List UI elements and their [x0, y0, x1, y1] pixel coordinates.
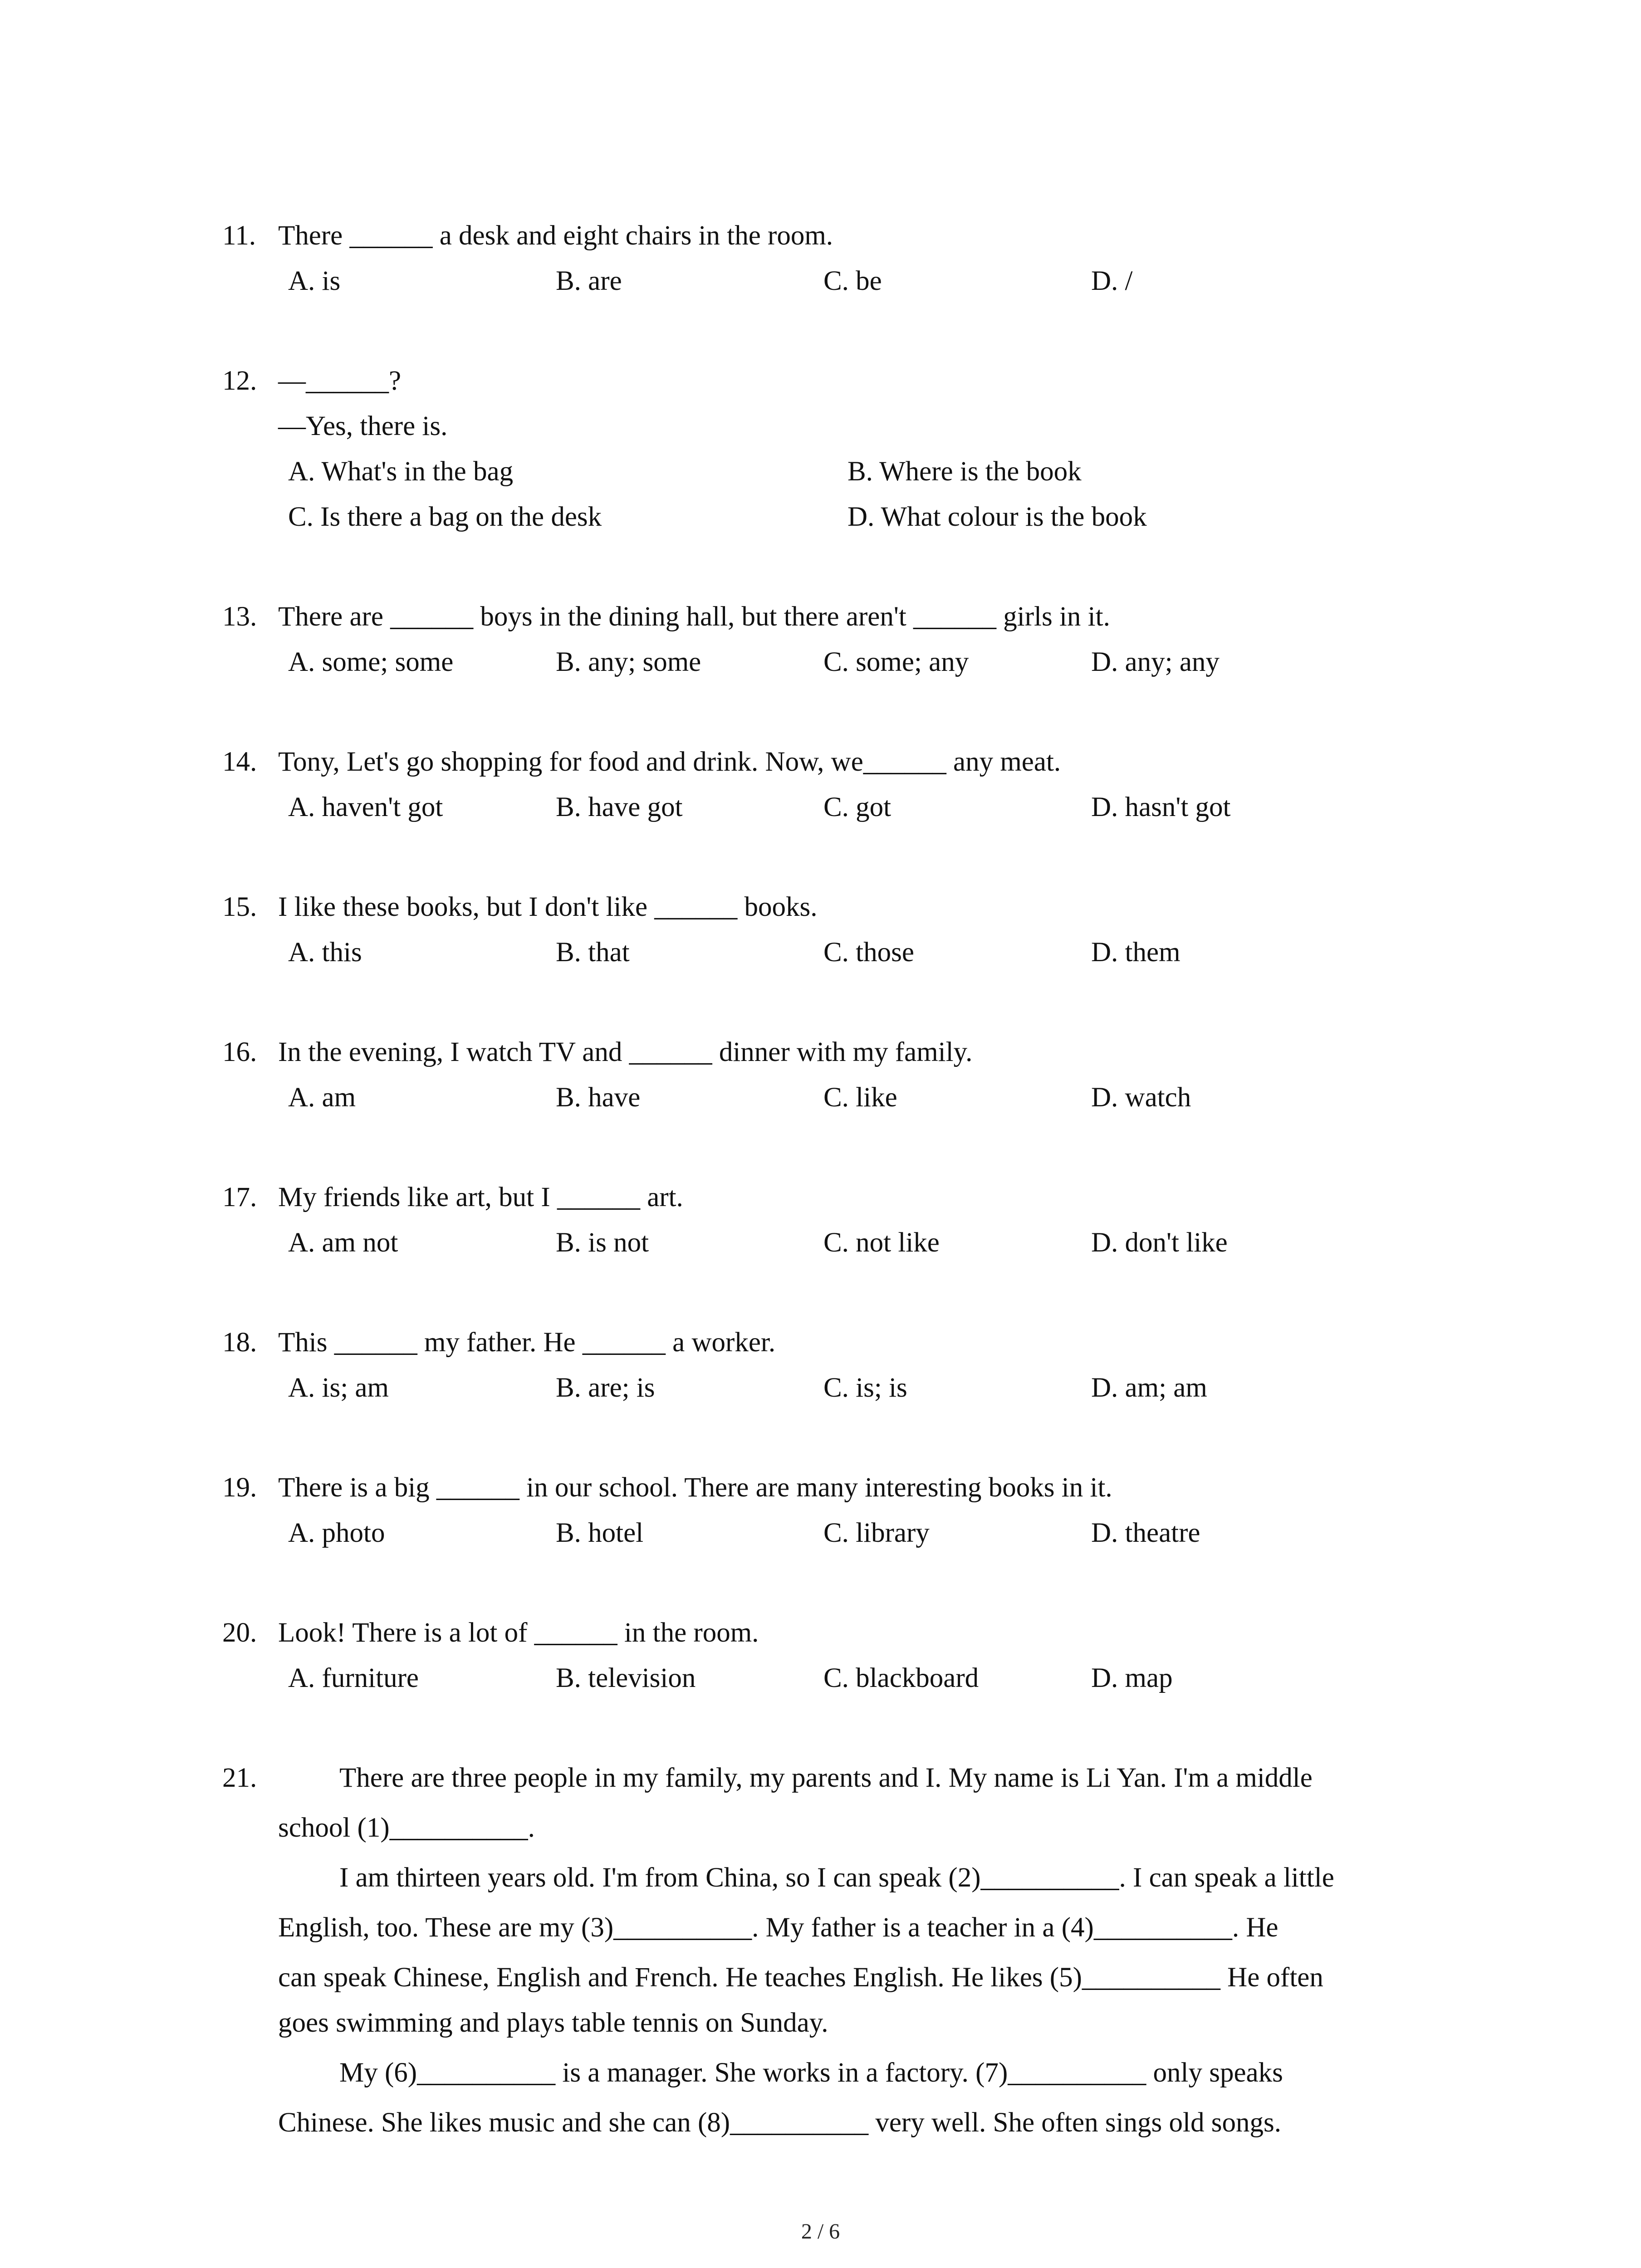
option-d: D. don't like: [1091, 1227, 1228, 1258]
option-b: B. any; some: [556, 647, 701, 677]
option-a: A. is: [288, 266, 341, 296]
page-indicator: 2 / 6: [801, 2219, 840, 2244]
question-number: 19.: [222, 1472, 257, 1503]
passage-line: goes swimming and plays table tennis on Sunday.: [278, 2008, 828, 2038]
passage-line: English, too. These are my (3)__________. My father is a teacher in a (4)__________. He: [278, 1912, 1279, 1943]
question-stem: There are ______ boys in the dining hall, but there aren't ______ girls in it.: [278, 601, 1110, 632]
question-stem: In the evening, I watch TV and ______ dinner with my family.: [278, 1037, 973, 1067]
option-c: C. got: [823, 792, 892, 822]
option-c: C. some; any: [823, 647, 969, 677]
question-number: 11.: [222, 220, 256, 251]
option-d: D. map: [1091, 1663, 1173, 1693]
option-b: B. hotel: [556, 1518, 644, 1548]
question-number: 17.: [222, 1182, 257, 1212]
question-stem: Tony, Let's go shopping for food and drink. Now, we______ any meat.: [278, 747, 1061, 777]
option-a: A. furniture: [288, 1663, 419, 1693]
question-number: 21.: [222, 1763, 257, 1793]
option-b: B. Where is the book: [847, 456, 1082, 487]
question-stem: There is a big ______ in our school. There are many interesting books in it.: [278, 1472, 1112, 1503]
question-stem: This ______ my father. He ______ a worker.: [278, 1327, 776, 1358]
option-b: B. that: [556, 937, 630, 968]
option-c: C. library: [823, 1518, 930, 1548]
option-b: B. are: [556, 266, 622, 296]
passage-line: Chinese. She likes music and she can (8)__________ very well. She often sings old songs.: [278, 2107, 1281, 2138]
question-stem: —______?: [278, 366, 402, 396]
option-d: D. theatre: [1091, 1518, 1200, 1548]
option-c: C. like: [823, 1082, 897, 1113]
option-d: D. any; any: [1091, 647, 1220, 677]
option-d: D. them: [1091, 937, 1181, 968]
passage-line: I am thirteen years old. I'm from China, so I can speak (2)__________. I can speak a little: [339, 1862, 1334, 1893]
question-stem: My friends like art, but I ______ art.: [278, 1182, 683, 1212]
question-stem: I like these books, but I don't like ______ books.: [278, 892, 818, 922]
passage-line: There are three people in my family, my parents and I. My name is Li Yan. I'm a middle: [339, 1763, 1313, 1793]
option-b: B. have: [556, 1082, 641, 1113]
option-a: A. photo: [288, 1518, 385, 1548]
passage-line: My (6)__________ is a manager. She works in a factory. (7)__________ only speaks: [339, 2058, 1283, 2088]
question-stem: There ______ a desk and eight chairs in the room.: [278, 220, 833, 251]
option-b: B. are; is: [556, 1373, 655, 1403]
dialogue-answer-line: —Yes, there is.: [278, 411, 448, 441]
option-a: A. am not: [288, 1227, 398, 1258]
option-d: D. hasn't got: [1091, 792, 1231, 822]
option-a: A. this: [288, 937, 362, 968]
question-stem: Look! There is a lot of ______ in the room.: [278, 1618, 759, 1648]
option-b: B. television: [556, 1663, 696, 1693]
option-c: C. not like: [823, 1227, 940, 1258]
question-number: 18.: [222, 1327, 257, 1358]
option-d: D. am; am: [1091, 1373, 1207, 1403]
option-b: B. is not: [556, 1227, 649, 1258]
option-a: A. some; some: [288, 647, 454, 677]
option-a: A. am: [288, 1082, 356, 1113]
question-number: 20.: [222, 1618, 257, 1648]
option-d: D. /: [1091, 266, 1133, 296]
question-number: 16.: [222, 1037, 257, 1067]
option-c: C. Is there a bag on the desk: [288, 502, 602, 532]
question-number: 14.: [222, 747, 257, 777]
option-b: B. have got: [556, 792, 683, 822]
option-c: C. blackboard: [823, 1663, 979, 1693]
question-number: 13.: [222, 601, 257, 632]
option-d: D. watch: [1091, 1082, 1191, 1113]
question-number: 15.: [222, 892, 257, 922]
option-a: A. What's in the bag: [288, 456, 514, 487]
option-c: C. those: [823, 937, 914, 968]
passage-line: school (1)__________.: [278, 1813, 535, 1843]
question-number: 12.: [222, 366, 257, 396]
passage-line: can speak Chinese, English and French. He teaches English. He likes (5)__________ He often: [278, 1962, 1323, 1993]
option-a: A. is; am: [288, 1373, 389, 1403]
option-a: A. haven't got: [288, 792, 443, 822]
option-d: D. What colour is the book: [847, 502, 1147, 532]
option-c: C. be: [823, 266, 882, 296]
option-c: C. is; is: [823, 1373, 907, 1403]
